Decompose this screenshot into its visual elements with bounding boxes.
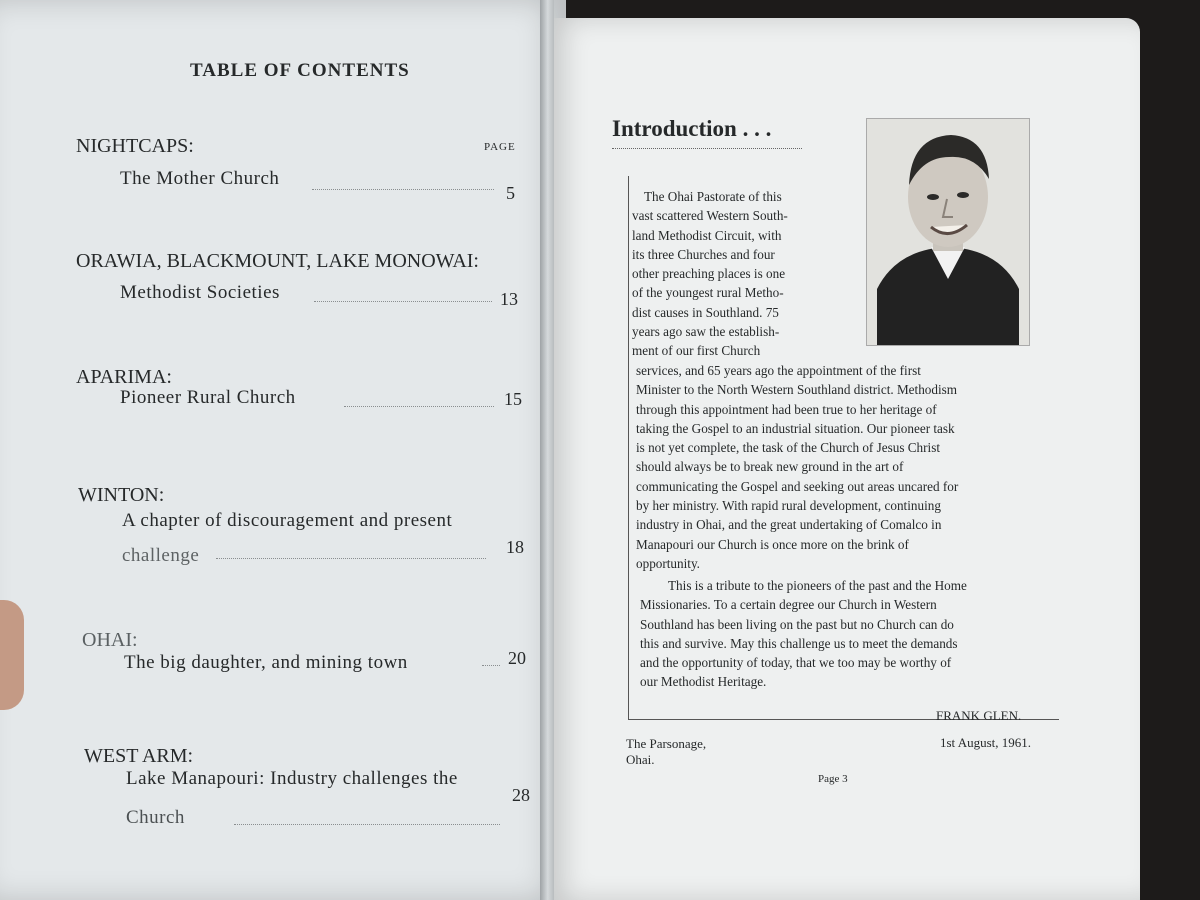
text-line: our Methodist Heritage. [640, 674, 767, 690]
toc-entry-ohai: The big daughter, and mining town [124, 652, 408, 673]
text-line: vast scattered Western South- [632, 208, 788, 224]
leader-dots [344, 405, 494, 407]
toc-page-ohai: 20 [508, 648, 526, 668]
intro-paragraph-1-narrow [632, 187, 824, 361]
toc-heading-nightcaps: NIGHTCAPS: [76, 135, 194, 157]
leader-dots [482, 664, 500, 666]
toc-entry-winton-line1: A chapter of discouragement and present [122, 510, 453, 531]
leader-dots [216, 557, 486, 559]
address-line-1: The Parsonage, [626, 736, 707, 751]
address-line-2: Ohai. [626, 752, 655, 767]
text-line: its three Churches and four [632, 246, 775, 262]
toc-heading-aparima: APARIMA: [76, 366, 172, 388]
text-line: through this appointment had been true to her heritage of [636, 401, 937, 417]
text-line: years ago saw the establish- [632, 324, 780, 340]
toc-entry-west-arm-line1: Lake Manapouri: Industry challenges the [126, 768, 458, 789]
leader-dots [312, 188, 494, 190]
thumb [0, 600, 24, 710]
text-line: and the opportunity of today, that we too may be worthy of [640, 655, 952, 671]
title-underline [612, 148, 802, 149]
toc-page-nightcaps: 5 [506, 183, 515, 203]
toc-page-winton: 18 [506, 537, 524, 557]
text-line: Missionaries. To a certain degree our Church in Western [640, 597, 937, 613]
toc-heading-winton: WINTON: [78, 484, 165, 506]
text-line: dist causes in Southland. 75 [632, 304, 779, 320]
toc-heading-orawia: ORAWIA, BLACKMOUNT, LAKE MONOWAI: [76, 250, 479, 272]
toc-heading-ohai: OHAI: [82, 629, 138, 651]
text-line: taking the Gospel to an industrial situation. Our pioneer task [636, 420, 955, 436]
text-line: communicating the Gospel and seeking out areas uncared for [636, 478, 959, 494]
text-line: ment of our first Church [632, 343, 761, 359]
text-line: services, and 65 years ago the appointment of the first [636, 363, 921, 378]
text-line: opportunity. [636, 555, 700, 571]
leader-dots [314, 300, 492, 302]
intro-title: Introduction . . . [612, 116, 772, 141]
toc-entry-aparima: Pioneer Rural Church [120, 387, 296, 408]
page-number: Page 3 [818, 773, 848, 785]
letter-date: 1st August, 1961. [940, 735, 1032, 750]
text-line: this and survive. May this challenge us to meet the demands [640, 635, 958, 651]
text-line: The Ohai Pastorate of this [644, 189, 782, 204]
portrait-photo [866, 118, 1030, 346]
toc-title: TABLE OF CONTENTS [190, 60, 410, 81]
toc-entry-winton-line2: challenge [122, 545, 200, 566]
text-line: by her ministry. With rapid rural development, continuing [636, 498, 941, 514]
toc-page-west-arm: 28 [512, 785, 530, 805]
toc-heading-west-arm: WEST ARM: [84, 745, 194, 767]
toc-entry-west-arm-line2: Church [126, 807, 185, 828]
toc-page-orawia: 13 [500, 289, 518, 309]
toc-entry-nightcaps: The Mother Church [120, 168, 280, 189]
intro-paragraph-1-wide [636, 361, 1046, 573]
text-line: should always be to break new ground in the art of [636, 459, 904, 475]
signature: FRANK GLEN. [936, 708, 1022, 723]
intro-paragraph-2 [640, 576, 1052, 692]
text-line: of the youngest rural Metho- [632, 285, 784, 301]
text-line: Southland has been living on the past but no Church can do [640, 616, 954, 632]
text-line: other preaching places is one [632, 266, 786, 282]
text-line: Minister to the North Western Southland district. Methodism [636, 382, 958, 398]
leader-dots [234, 823, 500, 825]
text-line: industry in Ohai, and the great undertaking of Comalco in [636, 517, 942, 533]
toc-page-aparima: 15 [504, 389, 522, 409]
text-line: land Methodist Circuit, with [632, 227, 782, 243]
page-column-header: PAGE [484, 141, 516, 153]
text-line: This is a tribute to the pioneers of the past and the Home [668, 578, 967, 593]
toc-entry-orawia: Methodist Societies [120, 282, 280, 303]
text-line: Manapouri our Church is once more on the brink of [636, 536, 909, 552]
text-line: is not yet complete, the task of the Church of Jesus Christ [636, 440, 940, 456]
book-spine [540, 0, 554, 900]
